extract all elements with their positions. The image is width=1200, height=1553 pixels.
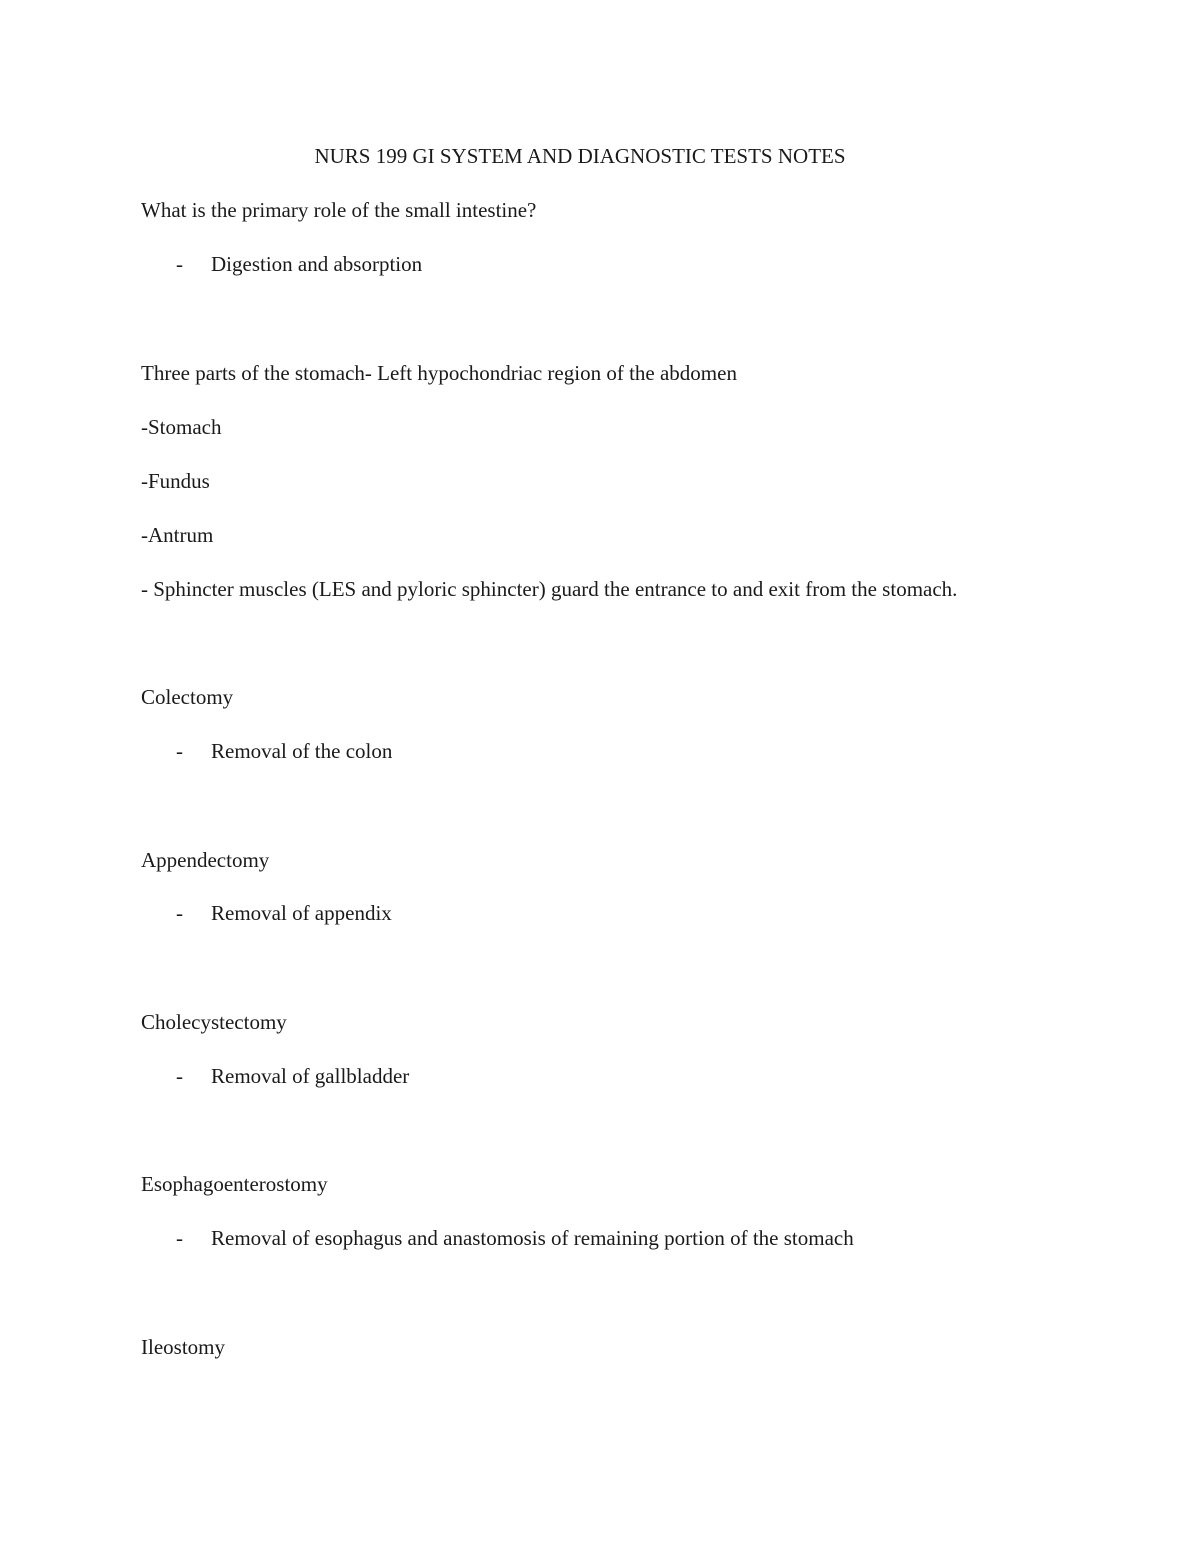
document-title: NURS 199 GI SYSTEM AND DIAGNOSTIC TESTS NOTES [314,144,846,168]
stomach-heading: Three parts of the stomach- Left hypochondriac region of the abdomen [141,361,737,385]
bullet-dash: - [176,1226,183,1250]
definition-esophagoenterostomy: Removal of esophagus and anastomosis of remaining portion of the stomach [211,1226,854,1250]
stomach-item: -Antrum [141,523,214,547]
bullet-dash: - [176,1064,183,1088]
term-ileostomy: Ileostomy [141,1335,225,1359]
term-appendectomy: Appendectomy [141,848,270,872]
answer-small-intestine: Digestion and absorption [211,252,423,276]
stomach-item: -Stomach [141,415,222,439]
definition-cholecystectomy: Removal of gallbladder [211,1064,410,1088]
question-small-intestine: What is the primary role of the small intestine? [141,198,537,222]
definition-colectomy: Removal of the colon [211,739,393,763]
term-cholecystectomy: Cholecystectomy [141,1010,287,1034]
sphincter-note: - Sphincter muscles (LES and pyloric sphincter) guard the entrance to and exit from the stomach. [141,577,958,601]
bullet-dash: - [176,739,183,763]
stomach-item: -Fundus [141,469,210,493]
definition-appendectomy: Removal of appendix [211,901,392,925]
bullet-dash: - [176,252,183,276]
bullet-dash: - [176,901,183,925]
term-esophagoenterostomy: Esophagoenterostomy [141,1172,328,1196]
term-colectomy: Colectomy [141,685,234,709]
